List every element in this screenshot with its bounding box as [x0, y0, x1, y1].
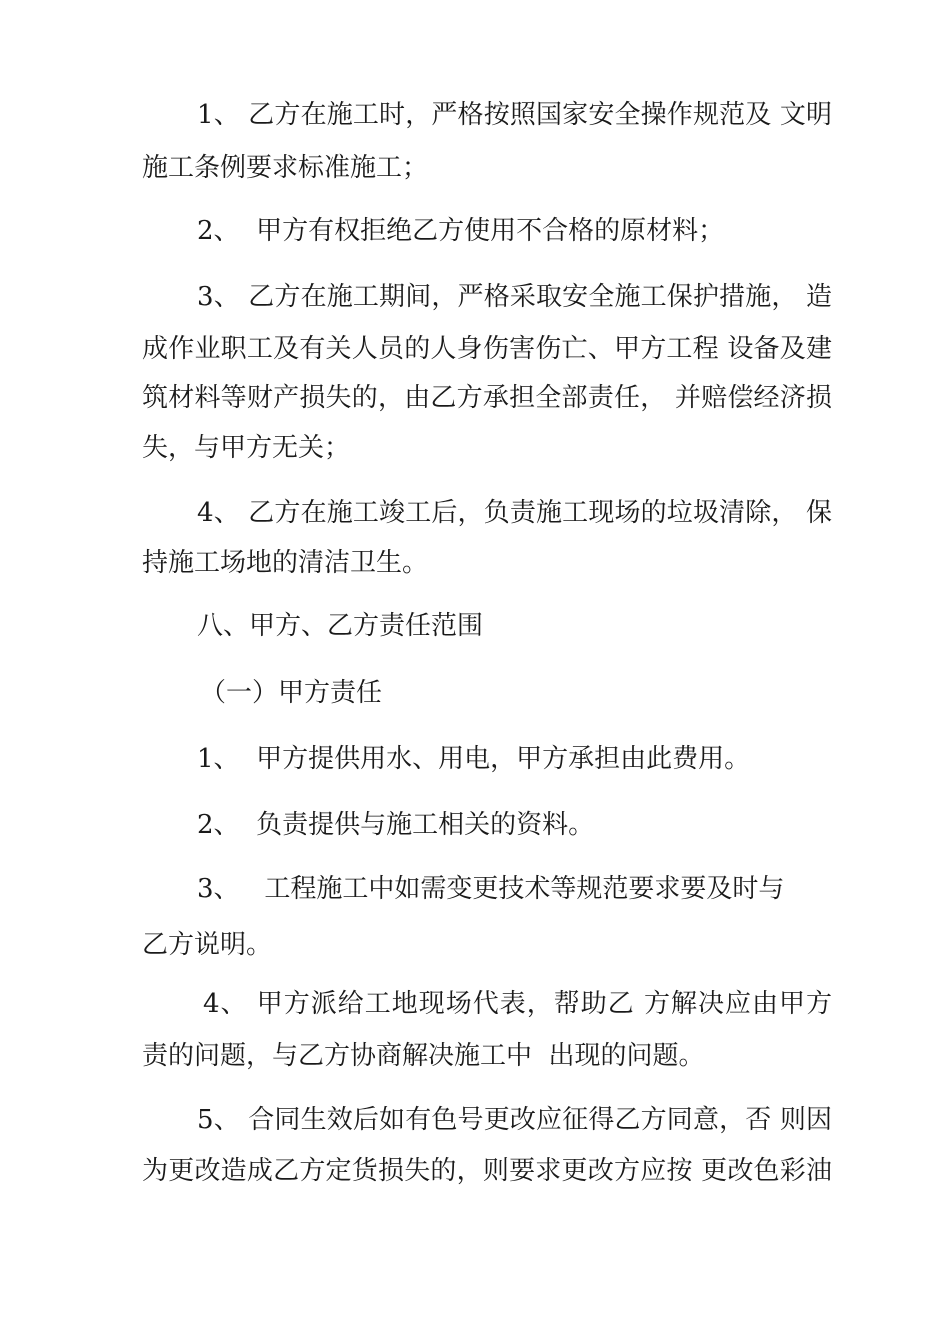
text-line: 3、 工程施工中如需变更技术等规范要求要及时与: [197, 874, 785, 904]
text-line: 5、 合同生效后如有色号更改应征得乙方同意，否 则因: [197, 1105, 832, 1135]
text-line: 4、 甲方派给工地现场代表，帮助乙 方解决应由甲方: [203, 989, 832, 1019]
text-line: 持施工场地的清洁卫生。: [142, 548, 429, 578]
text-line: 1、 甲方提供用水、用电，甲方承担由此费用。: [197, 744, 751, 774]
text-line: 3、 乙方在施工期间，严格采取安全施工保护措施， 造: [197, 282, 832, 312]
text-line: 2、 甲方有权拒绝乙方使用不合格的原材料；: [197, 216, 725, 246]
text-line: 成作业职工及有关人员的人身伤害伤亡、甲方工程 设备及建: [142, 334, 832, 364]
text-line: 1、 乙方在施工时，严格按照国家安全操作规范及 文明: [197, 100, 832, 130]
text-line: 责的问题，与乙方协商解决施工中 出现的问题。: [142, 1041, 705, 1071]
text-line: 施工条例要求标准施工；: [142, 153, 429, 183]
text-line: 2、 负责提供与施工相关的资料。: [197, 810, 595, 840]
text-line: 失，与甲方无关；: [142, 433, 351, 463]
text-line: 乙方说明。: [142, 930, 273, 960]
subsection-heading: （一）甲方责任: [200, 678, 383, 708]
text-line: 筑材料等财产损失的，由乙方承担全部责任， 并赔偿经济损: [142, 383, 832, 413]
text-line: 4、 乙方在施工竣工后，负责施工现场的垃圾清除， 保: [197, 498, 832, 528]
text-line: 为更改造成乙方定货损失的，则要求更改方应按 更改色彩油: [142, 1156, 832, 1186]
section-heading: 八、甲方、乙方责任范围: [197, 611, 484, 641]
